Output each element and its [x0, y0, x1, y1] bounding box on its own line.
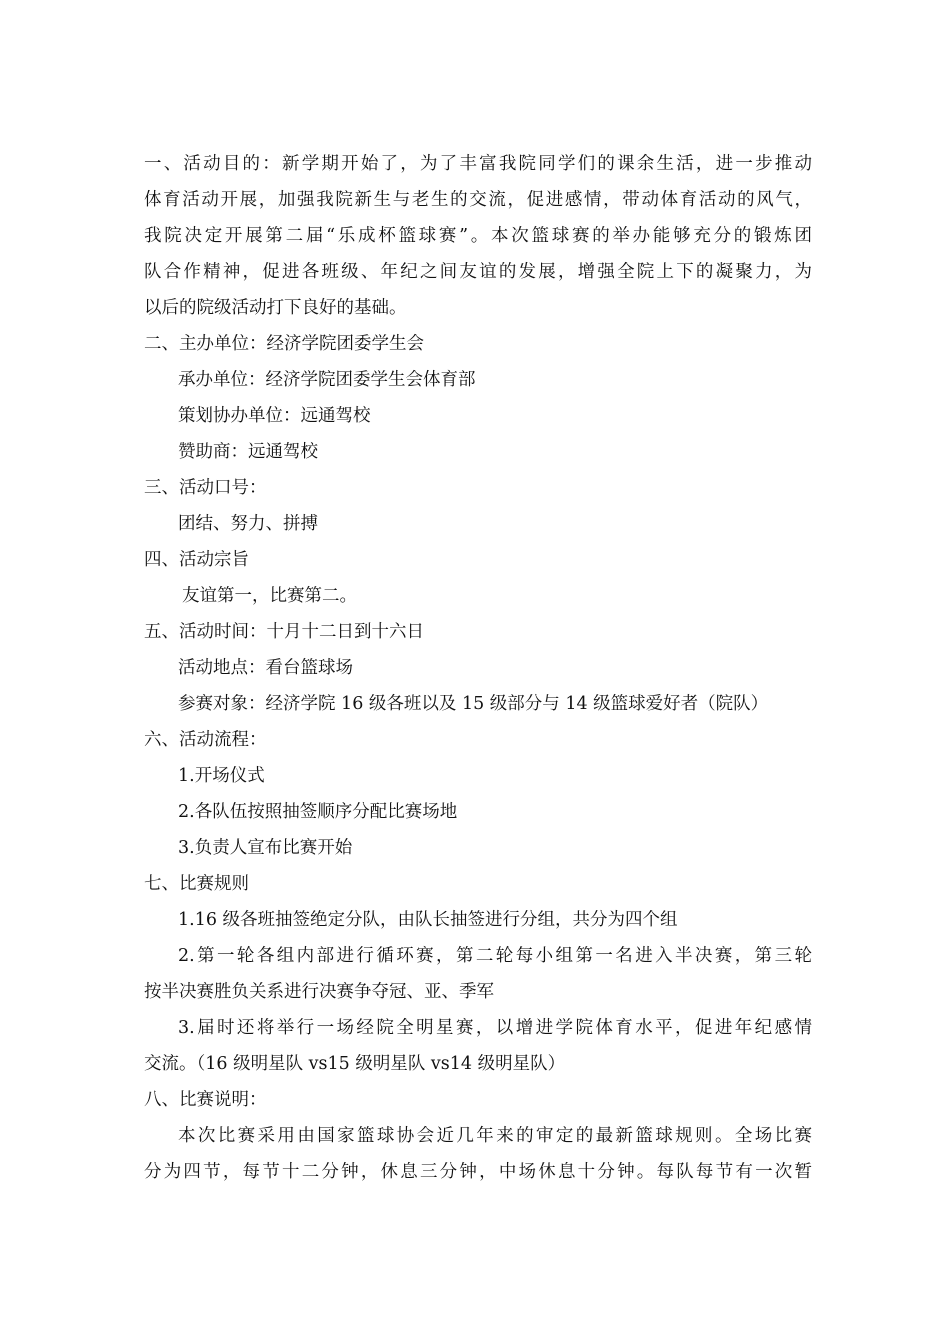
paragraph-line: 承办单位：经济学院团委学生会体育部	[178, 370, 476, 390]
paragraph-line: 友谊第一，比赛第二。	[182, 586, 357, 606]
paragraph-line: 活动地点：看台篮球场	[178, 658, 353, 678]
paragraph-line: 赞助商：远通驾校	[178, 442, 318, 462]
paragraph-line: 我院决定开展第二届“乐成杯篮球赛”。本次篮球赛的举办能够充分的锻炼团	[144, 226, 812, 246]
paragraph-line: 分为四节，每节十二分钟，休息三分钟，中场休息十分钟。每队每节有一次暂	[144, 1162, 812, 1182]
list-item: 1.开场仪式	[178, 766, 265, 786]
section-heading: 八、比赛说明：	[144, 1090, 267, 1110]
paragraph-line: 团结、努力、拼搏	[178, 514, 318, 534]
paragraph-line: 策划协办单位：远通驾校	[178, 406, 371, 426]
document-body	[144, 146, 812, 1190]
list-item: 3.届时还将举行一场经院全明星赛，以增进学院体育水平，促进年纪感情	[178, 1018, 812, 1038]
paragraph-line: 队合作精神，促进各班级、年纪之间友谊的发展，增强全院上下的凝聚力，为	[144, 262, 812, 282]
section-heading: 六、活动流程：	[144, 730, 267, 750]
paragraph-line: 按半决赛胜负关系进行决赛争夺冠、亚、季军	[144, 982, 494, 1002]
section-heading: 五、活动时间：十月十二日到十六日	[144, 622, 424, 642]
paragraph-line: 体育活动开展，加强我院新生与老生的交流，促进感情，带动体育活动的风气，	[144, 190, 812, 210]
paragraph-line: 以后的院级活动打下良好的基础。	[144, 298, 407, 318]
list-item: 2.第一轮各组内部进行循环赛，第二轮每小组第一名进入半决赛，第三轮	[178, 946, 812, 966]
section-heading: 七、比赛规则	[144, 874, 249, 894]
paragraph-line: 参赛对象：经济学院 16 级各班以及 15 级部分与 14 级篮球爱好者（院队）	[178, 694, 769, 714]
list-item: 1.16 级各班抽签绝定分队，由队长抽签进行分组，共分为四个组	[178, 910, 678, 930]
section-heading: 二、主办单位：经济学院团委学生会	[144, 334, 424, 354]
section-heading: 四、活动宗旨	[144, 550, 249, 570]
paragraph-line: 一、活动目的：新学期开始了，为了丰富我院同学们的课余生活，进一步推动	[144, 154, 812, 174]
paragraph-line: 本次比赛采用由国家篮球协会近几年来的审定的最新篮球规则。全场比赛	[178, 1126, 812, 1146]
list-item: 2.各队伍按照抽签顺序分配比赛场地	[178, 802, 458, 822]
list-item: 3.负责人宣布比赛开始	[178, 838, 353, 858]
paragraph-line: 交流。（16 级明星队 vs15 级明星队 vs14 级明星队）	[144, 1054, 566, 1074]
section-heading: 三、活动口号：	[144, 478, 267, 498]
